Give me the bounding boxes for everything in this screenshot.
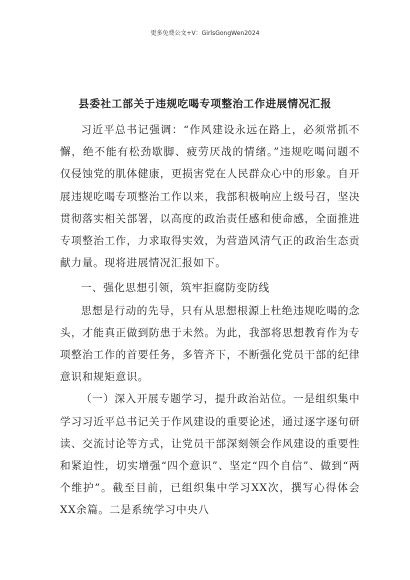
document-body (60, 119, 360, 522)
paragraph-subsection-1: （一）深入开展专题学习，提升政治站位。一是组织集中学习习近平总书记关于作风建设的重要论述，通过逐字逐句研读、交流讨论等方式，让党员干部深刻领会作风建设的重要性和紧迫性，切实增强“四个意识”、坚定“四个自信”、做到“两个维护”。截至目前，已组织集中学习XX次，撰写心得体会XX余篇。二是系统学习中央八 (60, 393, 360, 517)
paragraph-section-1: 思想是行动的先导，只有从思想根源上杜绝违规吃喝的念头，才能真正做到防患于未然。为此，我部将思想教育作为专项整治工作的首要任务，多管齐下，不断强化党员干部的纪律意识和规矩意识。 (60, 304, 360, 384)
paragraph-intro: 习近平总书记强调：“作风建设永远在路上，必须常抓不懈，绝不能有松劲歇脚、疲劳厌战的情绪。”违规吃喝问题不仅侵蚀党的肌体健康，更损害党在人民群众心中的形象。自开展违规吃喝专项整治工作以来，我部积极响应上级号召，坚决贯彻落实相关部署，以高度的政治责任感和使命感，全面推进专项整治工作，力求取得实效，为营造风清气正的政治生态贡献力量。现将进展情况汇报如下。 (60, 124, 360, 270)
header-note: 更多免费公文+V：GirlsGongWen2024 (150, 30, 260, 37)
section-heading-1: 一、强化思想引领，筑牢拒腐防变防线 (81, 282, 270, 295)
document-title: 县委社工部关于违规吃喝专项整治工作进展情况汇报 (78, 98, 332, 110)
